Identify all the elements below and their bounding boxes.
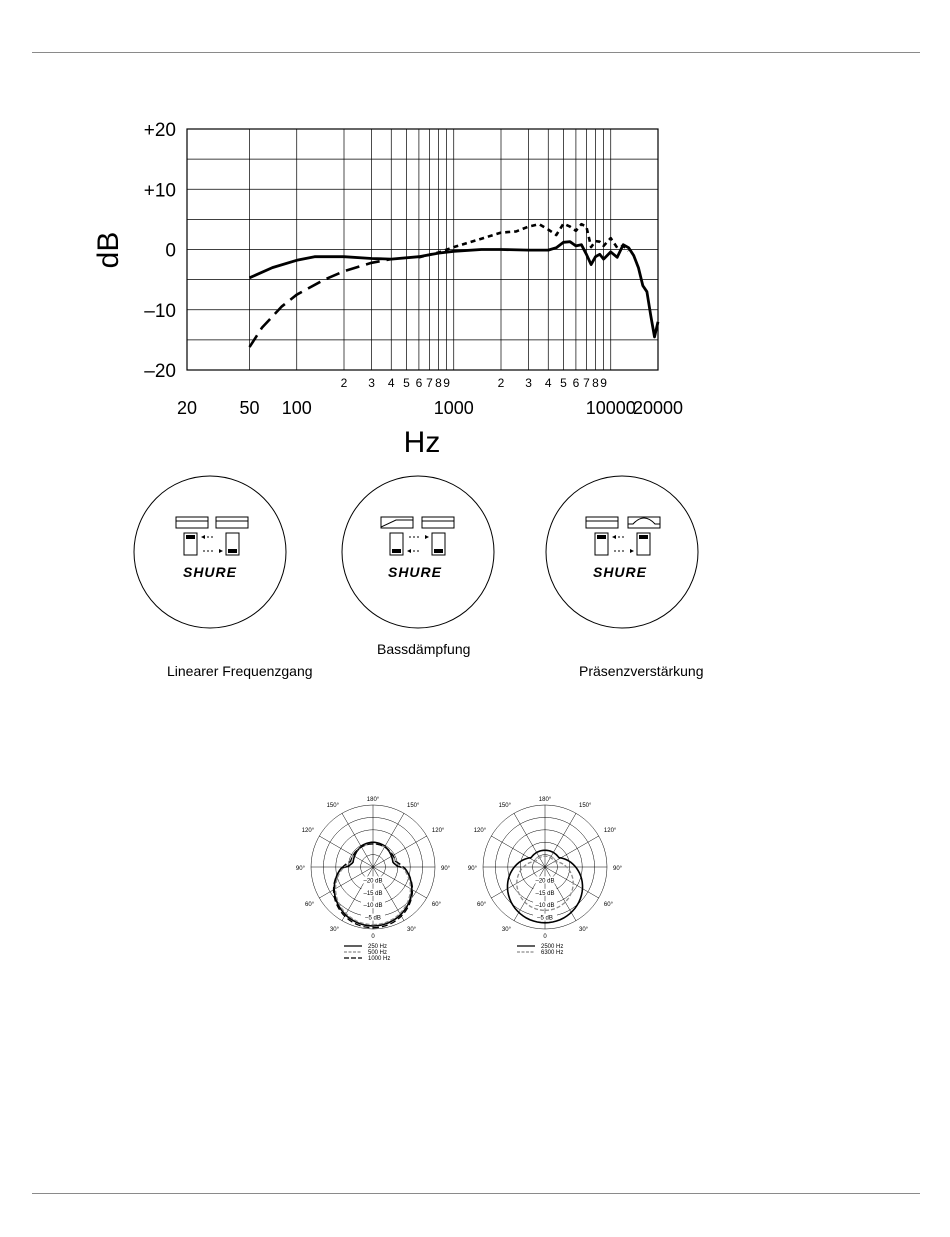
x-minor-tick-label: 9: [600, 376, 607, 390]
polar-angle-label: 0: [543, 934, 547, 940]
x-minor-tick-label: 4: [387, 376, 395, 390]
polar-legend-high: [517, 944, 563, 956]
shure-logo: SHURE: [182, 564, 238, 580]
polar-angle-label: 150°: [326, 803, 339, 810]
polar-angle-label: 90°: [613, 866, 623, 872]
x-tick-label: 20000: [632, 398, 684, 418]
x-minor-tick-label: 3: [525, 376, 532, 390]
x-minor-tick-label: 6: [415, 376, 423, 390]
polar-angle-label: 90°: [295, 866, 305, 872]
polar-ring-label: –20 dB: [535, 878, 555, 885]
polar-angle-label: 150°: [407, 803, 420, 810]
shure-logo: SHURE: [592, 564, 648, 580]
x-tick-label: 10000: [585, 398, 636, 418]
polar-legend-low: [344, 944, 390, 962]
polar-ring-label: –5 dB: [365, 915, 381, 922]
shure-logo: SHURE: [387, 564, 443, 580]
polar-ring-label: –20 dB: [363, 878, 383, 885]
x-tick-label: 50: [239, 398, 260, 418]
x-tick-label: 1000: [433, 398, 474, 418]
caption-bass-rolloff: Bassdämpfung: [377, 641, 471, 657]
x-minor-tick-label: 7: [583, 376, 590, 390]
legend-label: 6300 Hz: [541, 950, 564, 956]
polar-angle-label: 30°: [501, 926, 511, 933]
y-tick-label: 0: [165, 240, 176, 262]
polar-angle-label: 90°: [441, 866, 451, 872]
legend-label: 2500 Hz: [541, 944, 564, 950]
polar-ring-label: –10 dB: [363, 903, 383, 910]
polar-ring-label: –10 dB: [535, 903, 555, 910]
y-tick-label: –20: [144, 361, 176, 382]
polar-angle-label: 150°: [498, 803, 511, 810]
polar-angle-label: 60°: [603, 902, 613, 908]
polar-ring-label: –15 dB: [535, 890, 555, 897]
x-tick-label: 20: [176, 398, 198, 418]
polar-chart-low: [296, 797, 451, 940]
polar-angle-label: 30°: [579, 926, 589, 933]
x-minor-tick-label: 2: [340, 376, 348, 390]
polar-ring-label: –5 dB: [537, 915, 553, 922]
y-axis-label: dB: [92, 231, 125, 269]
x-tick-label: 100: [281, 398, 312, 418]
x-minor-tick-label: 3: [368, 376, 375, 390]
polar-ring-label: –15 dB: [363, 890, 383, 897]
polar-angle-label: 30°: [407, 926, 417, 933]
polar-angle-label: 120°: [301, 828, 315, 834]
polar-angle-label: 60°: [477, 902, 487, 908]
caption-flat: Linearer Frequenzgang: [167, 663, 313, 679]
legend-label: 1000 Hz: [368, 956, 391, 962]
x-minor-tick-label: 2: [497, 376, 505, 390]
y-tick-label: +20: [143, 120, 176, 141]
polar-angle-label: 90°: [467, 866, 477, 872]
x-minor-tick-label: 7: [426, 376, 433, 390]
polar-chart-high: [468, 797, 623, 940]
polar-angle-label: 120°: [473, 828, 487, 834]
x-minor-tick-label: 4: [544, 376, 552, 390]
polar-angle-label: 180°: [538, 797, 552, 803]
polar-angle-label: 120°: [431, 828, 445, 834]
y-tick-label: –10: [144, 300, 176, 322]
polar-angle-label: 0: [371, 934, 375, 940]
polar-angle-label: 30°: [329, 926, 339, 933]
polar-angle-label: 60°: [431, 902, 441, 908]
x-minor-tick-label: 8: [592, 376, 599, 390]
polar-angle-label: 180°: [366, 797, 380, 803]
polar-angle-label: 120°: [603, 828, 617, 834]
x-minor-tick-label: 8: [435, 376, 442, 390]
bottom-rule: [32, 1193, 920, 1194]
y-tick-label: +10: [143, 180, 176, 202]
legend-label: 500 Hz: [368, 950, 388, 956]
x-minor-tick-label: 9: [443, 376, 450, 390]
x-minor-tick-label: 6: [572, 376, 580, 390]
caption-presence-boost: Präsenzverstärkung: [579, 663, 704, 679]
polar-angle-label: 60°: [305, 902, 315, 908]
legend-label: 250 Hz: [368, 944, 388, 950]
x-axis-label: Hz: [403, 426, 441, 459]
x-minor-tick-label: 5: [403, 376, 410, 390]
x-minor-tick-label: 5: [560, 376, 567, 390]
polar-angle-label: 150°: [579, 803, 592, 810]
